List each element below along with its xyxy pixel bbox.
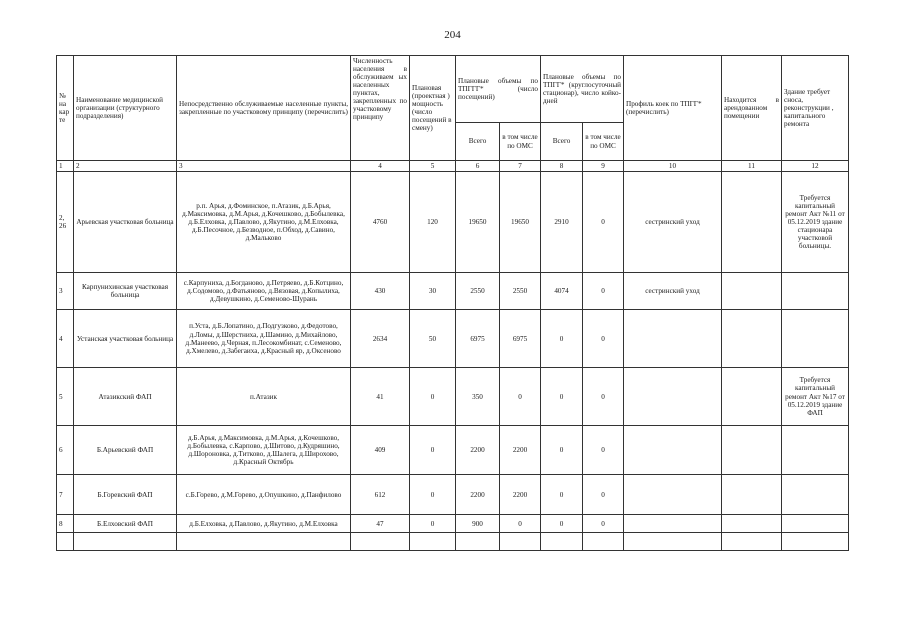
cell-renovation — [782, 426, 849, 475]
header-bed-profile: Профиль коек по ТПГГ* (перечислить) — [624, 56, 722, 161]
cell-beds-total: 0 — [541, 515, 583, 533]
cell-beds-oms: 0 — [583, 426, 624, 475]
cell-renovation — [782, 273, 849, 310]
cell-organization: Атазикский ФАП — [74, 368, 177, 426]
cell-rented — [722, 533, 782, 551]
cell-population: 2634 — [351, 310, 410, 368]
cell-organization: Арьевская участковая больница — [74, 172, 177, 273]
column-number: 5 — [410, 161, 456, 172]
cell-visits-oms: 0 — [500, 515, 541, 533]
cell-settlements: с.Б.Горево, д.М.Горево, д.Опушкино, д.Панфилово — [177, 475, 351, 515]
facilities-table — [56, 55, 849, 551]
table-row — [57, 172, 849, 273]
cell-bed-profile — [624, 310, 722, 368]
cell-visits-total: 900 — [456, 515, 500, 533]
cell-capacity: 0 — [410, 368, 456, 426]
cell-beds-total — [541, 533, 583, 551]
cell-beds-total: 4074 — [541, 273, 583, 310]
cell-rented — [722, 368, 782, 426]
cell-settlements: с.Карпуниха, д.Богданово, д.Петряево, д.Б.Котцино, д.Содомово, д.Фатьяново, д.Вязовая, д.Копылиха, д.Девушкино, д.Семеново-Шурань — [177, 273, 351, 310]
cell-bed-profile: сестринский уход — [624, 172, 722, 273]
cell-visits-total: 2200 — [456, 426, 500, 475]
header-beds-oms: в том числе по ОМС — [583, 123, 624, 161]
cell-settlements: п.Уста, д.Б.Лопатино, д.Подгузково, д.Федотово, д.Ломы, д.Шерстниха, д.Шамино, д.Михайлово, д.Манеево, д.Черная, п.Лесокомбинат, с.Семеново, д.Хмелево, д.Забегаиха, д.Красный яр, д.Оксеново — [177, 310, 351, 368]
cell-settlements: д.Б.Арья, д.Максимовка, д.М.Арья, д.Кочешково, д.Бобылевка, с.Карпово, д.Шитово, д.Кудряшино, д.Шороновка, д.Титково, д.Шалега, д.Широхово, д.Красный Октябрь — [177, 426, 351, 475]
cell-visits-oms: 6975 — [500, 310, 541, 368]
header-beds-total: Всего — [541, 123, 583, 161]
page-number: 204 — [444, 29, 461, 41]
cell-renovation: Требуется капитальный ремонт Акт №11 от 05.12.2019 здание стационара участковой больницы. — [782, 172, 849, 273]
cell-beds-total: 0 — [541, 475, 583, 515]
table-row — [57, 515, 849, 533]
cell-rented — [722, 172, 782, 273]
cell-capacity: 50 — [410, 310, 456, 368]
header-visits-oms: в том числе по ОМС — [500, 123, 541, 161]
header-rented: Находится в арендованном помещении — [722, 56, 782, 161]
column-number: 8 — [541, 161, 583, 172]
cell-organization: Б.Арьевский ФАП — [74, 426, 177, 475]
cell-number: 3 — [57, 273, 74, 310]
cell-beds-total: 0 — [541, 426, 583, 475]
cell-bed-profile — [624, 533, 722, 551]
header-renovation: Здание требует сноса, реконструкции , капитального ремонта — [782, 56, 849, 161]
cell-renovation: Требуется капитальный ремонт Акт №17 от 05.12.2019 здание ФАП — [782, 368, 849, 426]
cell-beds-total: 0 — [541, 310, 583, 368]
table-row — [57, 426, 849, 475]
header-capacity: Плановая (проектная ) мощность (число посещений в смену) — [410, 56, 456, 161]
header-settlements: Непосредственно обслуживаемые населенные пункты, закрепленные по участковому принципу (перечислить) — [177, 56, 351, 161]
cell-capacity: 0 — [410, 475, 456, 515]
column-number: 6 — [456, 161, 500, 172]
header-planned-visits: Плановые объемы по ТПГГГ* (число посещений) — [456, 56, 541, 123]
cell-visits-total: 350 — [456, 368, 500, 426]
cell-organization — [74, 533, 177, 551]
cell-beds-oms: 0 — [583, 172, 624, 273]
cell-organization: Устанская участковая больница — [74, 310, 177, 368]
cell-visits-oms — [500, 533, 541, 551]
cell-number — [57, 533, 74, 551]
cell-population: 409 — [351, 426, 410, 475]
cell-population: 41 — [351, 368, 410, 426]
table-row — [57, 475, 849, 515]
cell-capacity: 0 — [410, 426, 456, 475]
cell-visits-oms: 2200 — [500, 426, 541, 475]
cell-organization: Карпунихинская участковая больница — [74, 273, 177, 310]
cell-renovation — [782, 533, 849, 551]
cell-capacity: 120 — [410, 172, 456, 273]
cell-rented — [722, 515, 782, 533]
cell-population: 612 — [351, 475, 410, 515]
cell-capacity: 0 — [410, 515, 456, 533]
column-number: 4 — [351, 161, 410, 172]
cell-beds-oms: 0 — [583, 515, 624, 533]
header-population: Численность населения в обслуживаем ых населенных пунктах, закрепленных по участковому принципу — [351, 56, 410, 161]
cell-renovation — [782, 475, 849, 515]
cell-visits-total: 6975 — [456, 310, 500, 368]
cell-beds-total: 2910 — [541, 172, 583, 273]
cell-number: 2, 26 — [57, 172, 74, 273]
cell-renovation — [782, 310, 849, 368]
cell-visits-oms: 19650 — [500, 172, 541, 273]
cell-settlements: д.Б.Елховка, д.Павлово, д.Якутино, д.М.Елховка — [177, 515, 351, 533]
cell-organization: Б.Елховский ФАП — [74, 515, 177, 533]
cell-beds-oms — [583, 533, 624, 551]
cell-visits-total: 2200 — [456, 475, 500, 515]
cell-settlements: р.п. Арья, д.Фоминское, п.Атазик, д.Б.Арья, д.Максимовка, д.М.Арья, д.Кочешково, д.Бобылевка, д.Б.Елховка, д.Павлово, д.Якутино, д.М.Елховка, д.Б.Песочное, д.Безводное, п.Обход, д.Савино, д.Мальково — [177, 172, 351, 273]
cell-rented — [722, 475, 782, 515]
table-row — [57, 368, 849, 426]
cell-rented — [722, 273, 782, 310]
column-number: 3 — [177, 161, 351, 172]
cell-population: 4760 — [351, 172, 410, 273]
cell-visits-oms: 2200 — [500, 475, 541, 515]
cell-rented — [722, 426, 782, 475]
cell-beds-oms: 0 — [583, 475, 624, 515]
cell-number: 5 — [57, 368, 74, 426]
header-organization: Наименование медицинской организации (структурного подразделения) — [74, 56, 177, 161]
cell-settlements — [177, 533, 351, 551]
column-number: 9 — [583, 161, 624, 172]
cell-bed-profile — [624, 515, 722, 533]
cell-beds-oms: 0 — [583, 273, 624, 310]
table-row — [57, 273, 849, 310]
cell-population: 47 — [351, 515, 410, 533]
table-row — [57, 533, 849, 551]
cell-beds-oms: 0 — [583, 368, 624, 426]
header-number: № на кар те — [57, 56, 74, 161]
cell-organization: Б.Горевский ФАП — [74, 475, 177, 515]
header-visits-total: Всего — [456, 123, 500, 161]
cell-renovation — [782, 515, 849, 533]
column-number: 11 — [722, 161, 782, 172]
cell-beds-oms: 0 — [583, 310, 624, 368]
cell-visits-total: 19650 — [456, 172, 500, 273]
cell-visits-oms: 0 — [500, 368, 541, 426]
cell-visits-oms: 2550 — [500, 273, 541, 310]
cell-number: 7 — [57, 475, 74, 515]
cell-number: 8 — [57, 515, 74, 533]
cell-bed-profile — [624, 426, 722, 475]
cell-visits-total — [456, 533, 500, 551]
column-number: 2 — [74, 161, 177, 172]
column-number: 12 — [782, 161, 849, 172]
header-planned-beds: Плановые объемы по ТПГГ* (круглосуточный стационар), число койко-дней — [541, 56, 624, 123]
cell-bed-profile — [624, 368, 722, 426]
cell-rented — [722, 310, 782, 368]
cell-number: 6 — [57, 426, 74, 475]
cell-bed-profile — [624, 475, 722, 515]
cell-visits-total: 2550 — [456, 273, 500, 310]
cell-number: 4 — [57, 310, 74, 368]
cell-population — [351, 533, 410, 551]
table-row — [57, 310, 849, 368]
cell-bed-profile: сестринский уход — [624, 273, 722, 310]
column-number: 1 — [57, 161, 74, 172]
cell-capacity: 30 — [410, 273, 456, 310]
column-number: 7 — [500, 161, 541, 172]
column-number-row — [57, 161, 849, 172]
cell-settlements: п.Атазик — [177, 368, 351, 426]
column-number: 10 — [624, 161, 722, 172]
cell-beds-total: 0 — [541, 368, 583, 426]
cell-capacity — [410, 533, 456, 551]
cell-population: 430 — [351, 273, 410, 310]
